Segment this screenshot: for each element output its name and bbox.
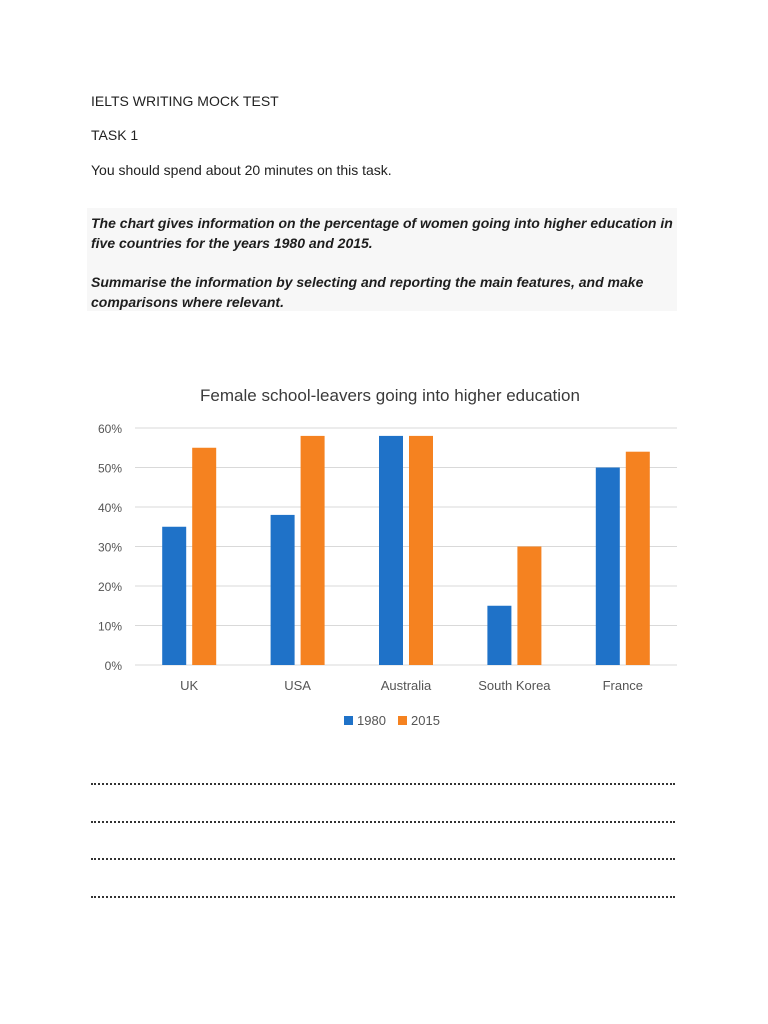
chart-x-axis <box>180 678 643 693</box>
task-prompt-box <box>87 208 677 311</box>
bar-1980-south-korea <box>487 606 511 665</box>
chart-bars <box>162 436 650 665</box>
bar-2015-south-korea <box>517 547 541 666</box>
test-title: IELTS WRITING MOCK TEST <box>91 93 279 109</box>
chart-legend <box>344 713 440 728</box>
y-tick-label: 30% <box>97 540 122 555</box>
y-tick-label: 0% <box>104 659 122 673</box>
x-tick-label: South Korea <box>478 678 551 693</box>
answer-line <box>91 783 675 785</box>
bar-1980-australia <box>379 436 403 665</box>
bar-chart <box>0 360 768 750</box>
legend-label: 2015 <box>411 713 440 728</box>
x-tick-label: USA <box>284 678 311 693</box>
prompt-paragraph-2: Summarise the information by selecting and reporting the main features, and make comparisons where relevant. <box>91 274 644 310</box>
legend-swatch <box>344 716 353 725</box>
y-tick-label: 10% <box>97 619 122 634</box>
x-tick-label: France <box>602 678 644 693</box>
bar-2015-france <box>626 452 650 665</box>
y-tick-label: 20% <box>97 580 122 594</box>
chart-gridlines <box>135 428 677 665</box>
time-instruction: You should spend about 20 minutes on this task. <box>91 162 392 178</box>
y-tick-label: 50% <box>97 461 122 476</box>
prompt-paragraph-1: The chart gives information on the percentage of women going into higher education in five countries for the years 1980 and 2015. <box>91 215 673 251</box>
bar-1980-france <box>596 468 620 666</box>
bar-2015-usa <box>301 436 325 665</box>
chart-title: Female school-leavers going into higher education <box>200 386 580 405</box>
x-tick-label: UK <box>180 678 199 693</box>
bar-1980-uk <box>162 527 186 665</box>
x-tick-label: Australia <box>380 678 432 693</box>
answer-line <box>91 821 675 823</box>
answer-line <box>91 858 675 860</box>
bar-2015-uk <box>192 448 216 665</box>
bar-2015-australia <box>409 436 433 665</box>
bar-1980-usa <box>271 515 295 665</box>
chart-y-axis <box>98 422 122 673</box>
answer-line <box>91 896 675 898</box>
task-label: TASK 1 <box>91 127 139 143</box>
y-tick-label: 40% <box>97 501 122 515</box>
legend-swatch <box>398 716 407 725</box>
legend-label: 1980 <box>357 713 386 728</box>
y-tick-label: 60% <box>97 422 122 436</box>
